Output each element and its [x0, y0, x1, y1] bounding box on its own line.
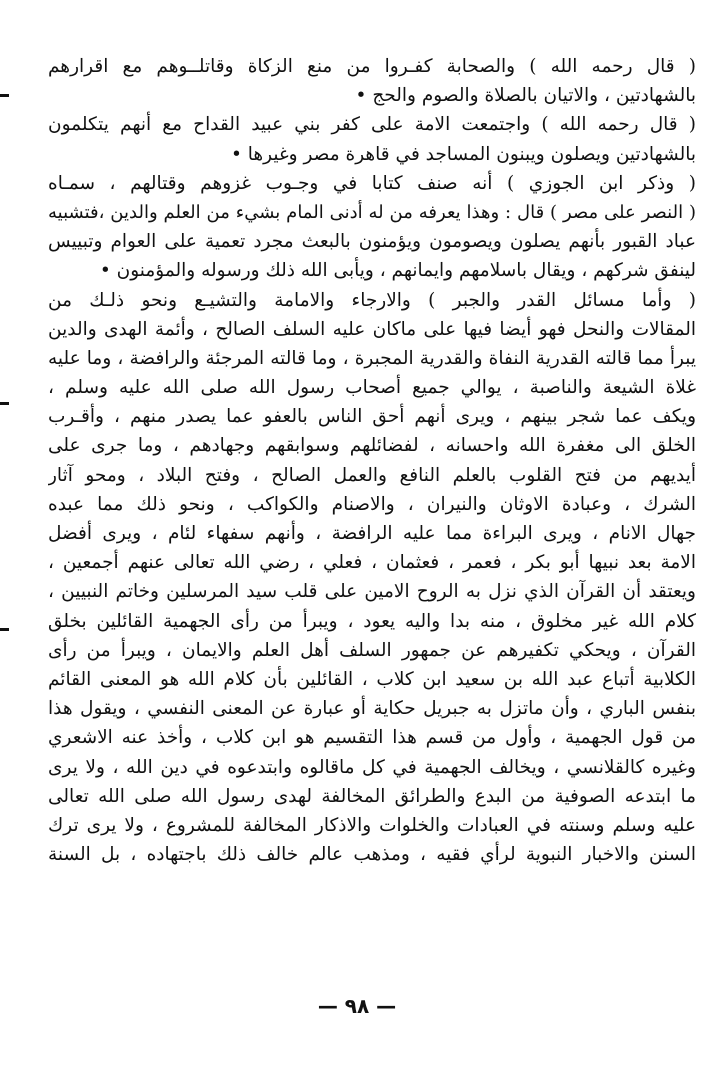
text-line: ويكف عما شجر بينهم ، ويرى أنهم أحق الناس بالعفو عما يصدر منهم ، وأقـرب	[48, 406, 696, 428]
text-line: عليه وسلم وسنته في العبادات والخلوات والاذكار المخالفة للمشروع ، ولا يرى ترك	[48, 814, 696, 836]
text-line: الخلق الى مغفرة الله واحسانه ، لفضائلهم وسوابقهم وجهادهم ، وما جرى على	[48, 435, 696, 457]
text-line: ( وأما مسائل القدر والجبر ) والارجاء والامامة والتشيـع ونحو ذلـك من	[48, 289, 696, 311]
text-line: ( وذكر ابن الجوزي ) أنه صنف كتابا في وجـوب غزوهم وقتالهم ، سمـاه	[48, 172, 696, 194]
text-line: بالشهادتين ويصلون ويبنون المساجد في قاهرة مصر وغيرها •	[231, 143, 696, 165]
text-line: يبرأ مما قالته القدرية النفاة والقدرية المجبرة ، وما قالته المرجئة والرافضة ، وما عليه	[48, 347, 696, 369]
text-line: ( قال رحمه الله ) واجتمعت الامة على كفر بني عبيد القداح مع أنهم يتكلمون	[48, 114, 696, 136]
text-line: الامة بعد نبيها أبو بكر ، فعمر ، فعثمان ، فعلي ، رضي الله تعالى عنهم أجمعين ،	[48, 552, 696, 574]
text-line: المقالات والنحل فهو أيضا فيها على ماكان عليه السلف الصالح ، وأئمة الهدى والدين	[48, 318, 696, 340]
text-line: ( النصر على مصر ) قال : وهذا يعرفه من له أدنى المام بشيء من العلم والدين ،فتشبيه	[48, 201, 696, 223]
text-line: كلام الله غير مخلوق ، منه بدا واليه يعود ، ويبرأ من رأى الجهمية القائلين بخلق	[48, 610, 696, 632]
page-number: — ٩٨ —	[317, 994, 397, 1018]
text-line: وغيره كالقلانسي ، ويخالف الجهمية في كل ماقالوه وابتدعوه في دين الله ، ولا يرى	[48, 756, 696, 778]
text-line: الكلابية أتباع عبد الله بن سعيد ابن كلاب ، القائلين بأن كلام الله هو المعنى القائم	[48, 668, 696, 690]
margin-tick	[0, 402, 9, 405]
text-line: من قول الجهمية ، وأول من قسم هذا التقسيم هو ابن كلاب ، وأخذ عنه الاشعري	[48, 727, 696, 749]
text-line: أيديهم من فتح القلوب بالعلم النافع والعمل الصالح ، وفتح البلاد ، ومحو آثار	[48, 464, 696, 486]
text-line: بالشهادتين ، والاتيان بالصلاة والصوم والحج •	[355, 85, 696, 107]
text-line: الشرك ، وعبادة الاوثان والنيران ، والاصنام والكواكب ، ونحو ذلك مما عبده	[48, 493, 696, 515]
text-line: السنن والاخبار النبوية لرأي فقيه ، ومذهب عالم خالف ذلك باجتهاده ، بل السنة	[48, 844, 696, 866]
text-line: ويعتقد أن القرآن الذي نزل به الروح الامين على قلب سيد المرسلين وخاتم النبيين ،	[48, 581, 696, 603]
text-line: جهال الانام ، ويرى البراءة مما عليه الرافضة ، وأنهم سفهاء لئام ، ويرى أفضل	[48, 523, 696, 544]
text-line: القرآن ، ويحكي تكفيرهم عن جمهور السلف أهل العلم والايمان ، ويبرأ من رأى	[48, 639, 696, 661]
text-line: غلاة الشيعة والناصبة ، يوالي جميع أصحاب رسول الله صلى الله عليه وسلم ،	[48, 377, 696, 399]
text-line: ( قال رحمه الله ) والصحابة كفـروا من منع الزكاة وقاتلــوهم مع اقرارهم	[48, 56, 696, 77]
text-line: عباد القبور بأنهم يصلون ويصومون ويؤمنون بالبعث مجرد تعمية على العوام وتبييس	[48, 231, 696, 253]
margin-tick	[0, 94, 9, 97]
text-line: بنفس الباري ، وأن ماتزل به جبريل حكاية أو عبارة عن المعنى النفسي ، ويقول هذا	[48, 698, 696, 720]
text-line: لينفق شركهم ، ويقال باسلامهم وايمانهم ، ويأبى الله ذلك ورسوله والمؤمنون •	[99, 260, 696, 282]
body-text	[48, 52, 696, 869]
text-line: ما ابتدعه الصوفية من البدع والطرائق المخالفة لهدى رسول الله صلى الله تعالى	[48, 785, 696, 807]
margin-tick	[0, 628, 9, 631]
